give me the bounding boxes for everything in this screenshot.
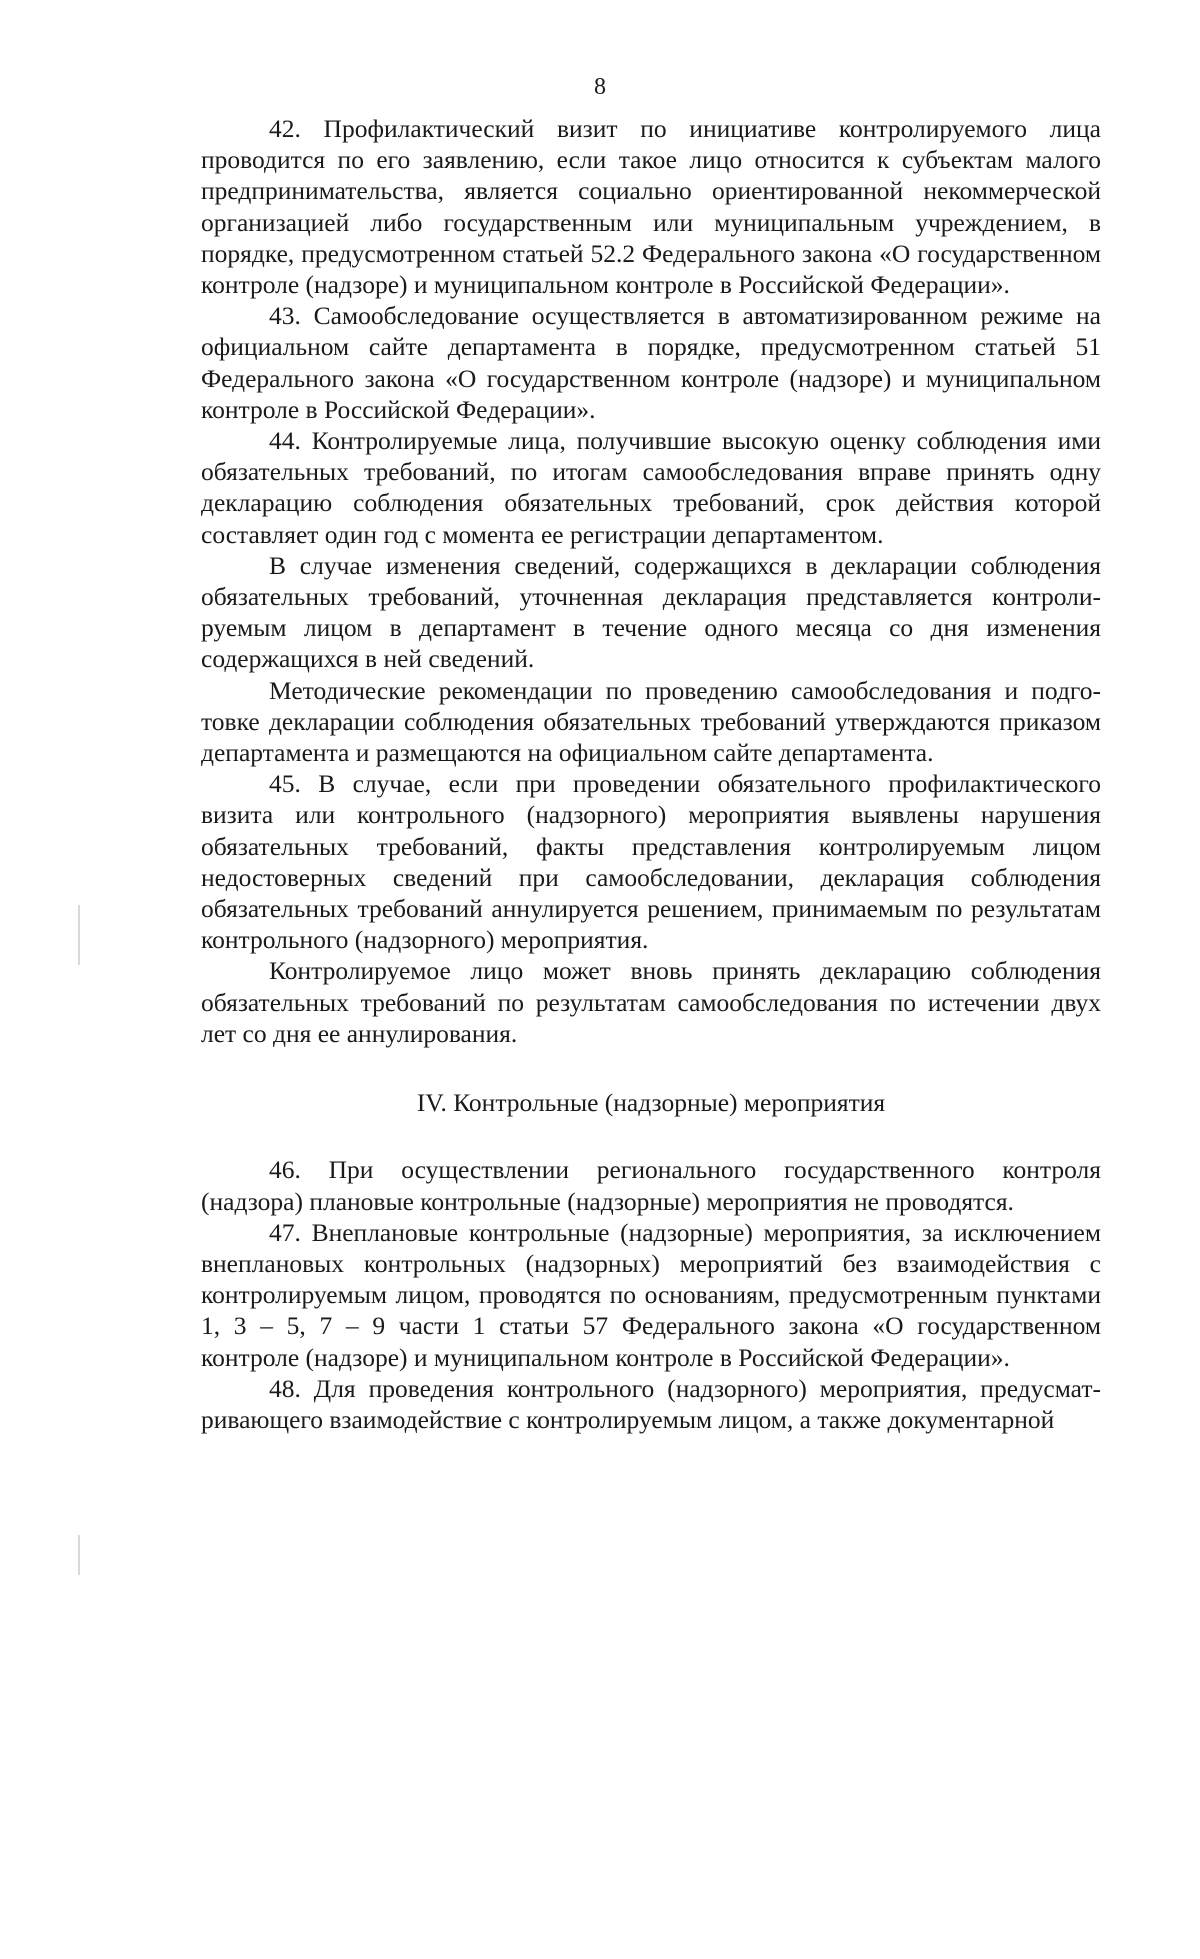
paragraph-44: 44. Контролируемые лица, получившие высокую оценку соблюдения ими обязательных требований, по итогам самообследования вправе принять одну декларацию соблюдения обязательных требований, срок действия которой составляет один год с момента ее регистрации департаментом.: [201, 426, 1101, 549]
paragraph-45-repeat-declaration: Контролируемое лицо может вновь принять декларацию соблюдения обязательных требований по результатам самообследования по истечении двух лет со дня ее аннулирования.: [201, 956, 1101, 1048]
page-number: 8: [594, 74, 606, 100]
paragraph-44-declaration-change: В случае изменения сведений, содержащихся в декларации соблюдения обязательных требований, уточненная декларация представляется контролируемым лицом в департамент в течение одного месяца со дня изменения содержащихся в ней сведений.: [201, 550, 1101, 674]
paragraph-47: 47. Внеплановые контрольные (надзорные) мероприятия, за исключением внеплановых контрольных (надзорных) мероприятий без взаимодействия с контролируемым лицом, проводятся по основаниям, предусмотренным пунктами 1, 3 – 5, 7 – 9 части 1 статьи 57 Федерального закона «О государственном контроле (надзоре) и муниципальном контроле в Российской Федерации».: [201, 1217, 1101, 1372]
document-body: [201, 113, 1101, 1435]
scan-edge-mark: [78, 905, 80, 965]
paragraph-43: 43. Самообследование осуществляется в автоматизированном режиме на официальном сайте департамента в порядке, предусмотренном статьей 51 Федерального закона «О государственном контроле (надзоре) и муниципальном контроле в Российской Федерации».: [201, 301, 1101, 424]
paragraph-42: 42. Профилактический визит по инициативе контролируемого лица проводится по его заявлению, если такое лицо относится к субъектам малого предпринимательства, является социально ориентированной некоммерческой организацией либо государственным или муниципальным учреждением, в порядке, предусмотренном статьей 52.2 Федерального закона «О государственном контроле (надзоре) и муниципальном контроле в Российской Федерации».: [201, 114, 1101, 300]
paragraph-48: 48. Для проведения контрольного (надзорного) мероприятия, предусматривающего взаимодействие с контролируемым лицом, а также документарной: [201, 1373, 1101, 1434]
paragraph-45: 45. В случае, если при проведении обязательного профилактического визита или контрольного (надзорного) мероприятия выявлены нарушения обязательных требований, факты представления контролируемым лицом недостоверных сведений при самообследовании, декларация соблюдения обязательных требований аннулируется решением, принимаемым по результатам контрольного (надзорного) мероприятия.: [201, 769, 1101, 955]
paragraph-44-methodical-recommendations: Методические рекомендации по проведению самообследования и подготовке декларации соблюдения обязательных требований утверждаются приказом департамента и размещаются на официальном сайте департамента.: [201, 675, 1101, 768]
section-heading: IV. Контрольные (надзорные) мероприятия: [416, 1088, 886, 1118]
paragraph-46: 46. При осуществлении регионального государственного контроля (надзора) плановые контрольные (надзорные) мероприятия не проводятся.: [201, 1155, 1101, 1216]
scan-edge-mark: [78, 1535, 80, 1575]
